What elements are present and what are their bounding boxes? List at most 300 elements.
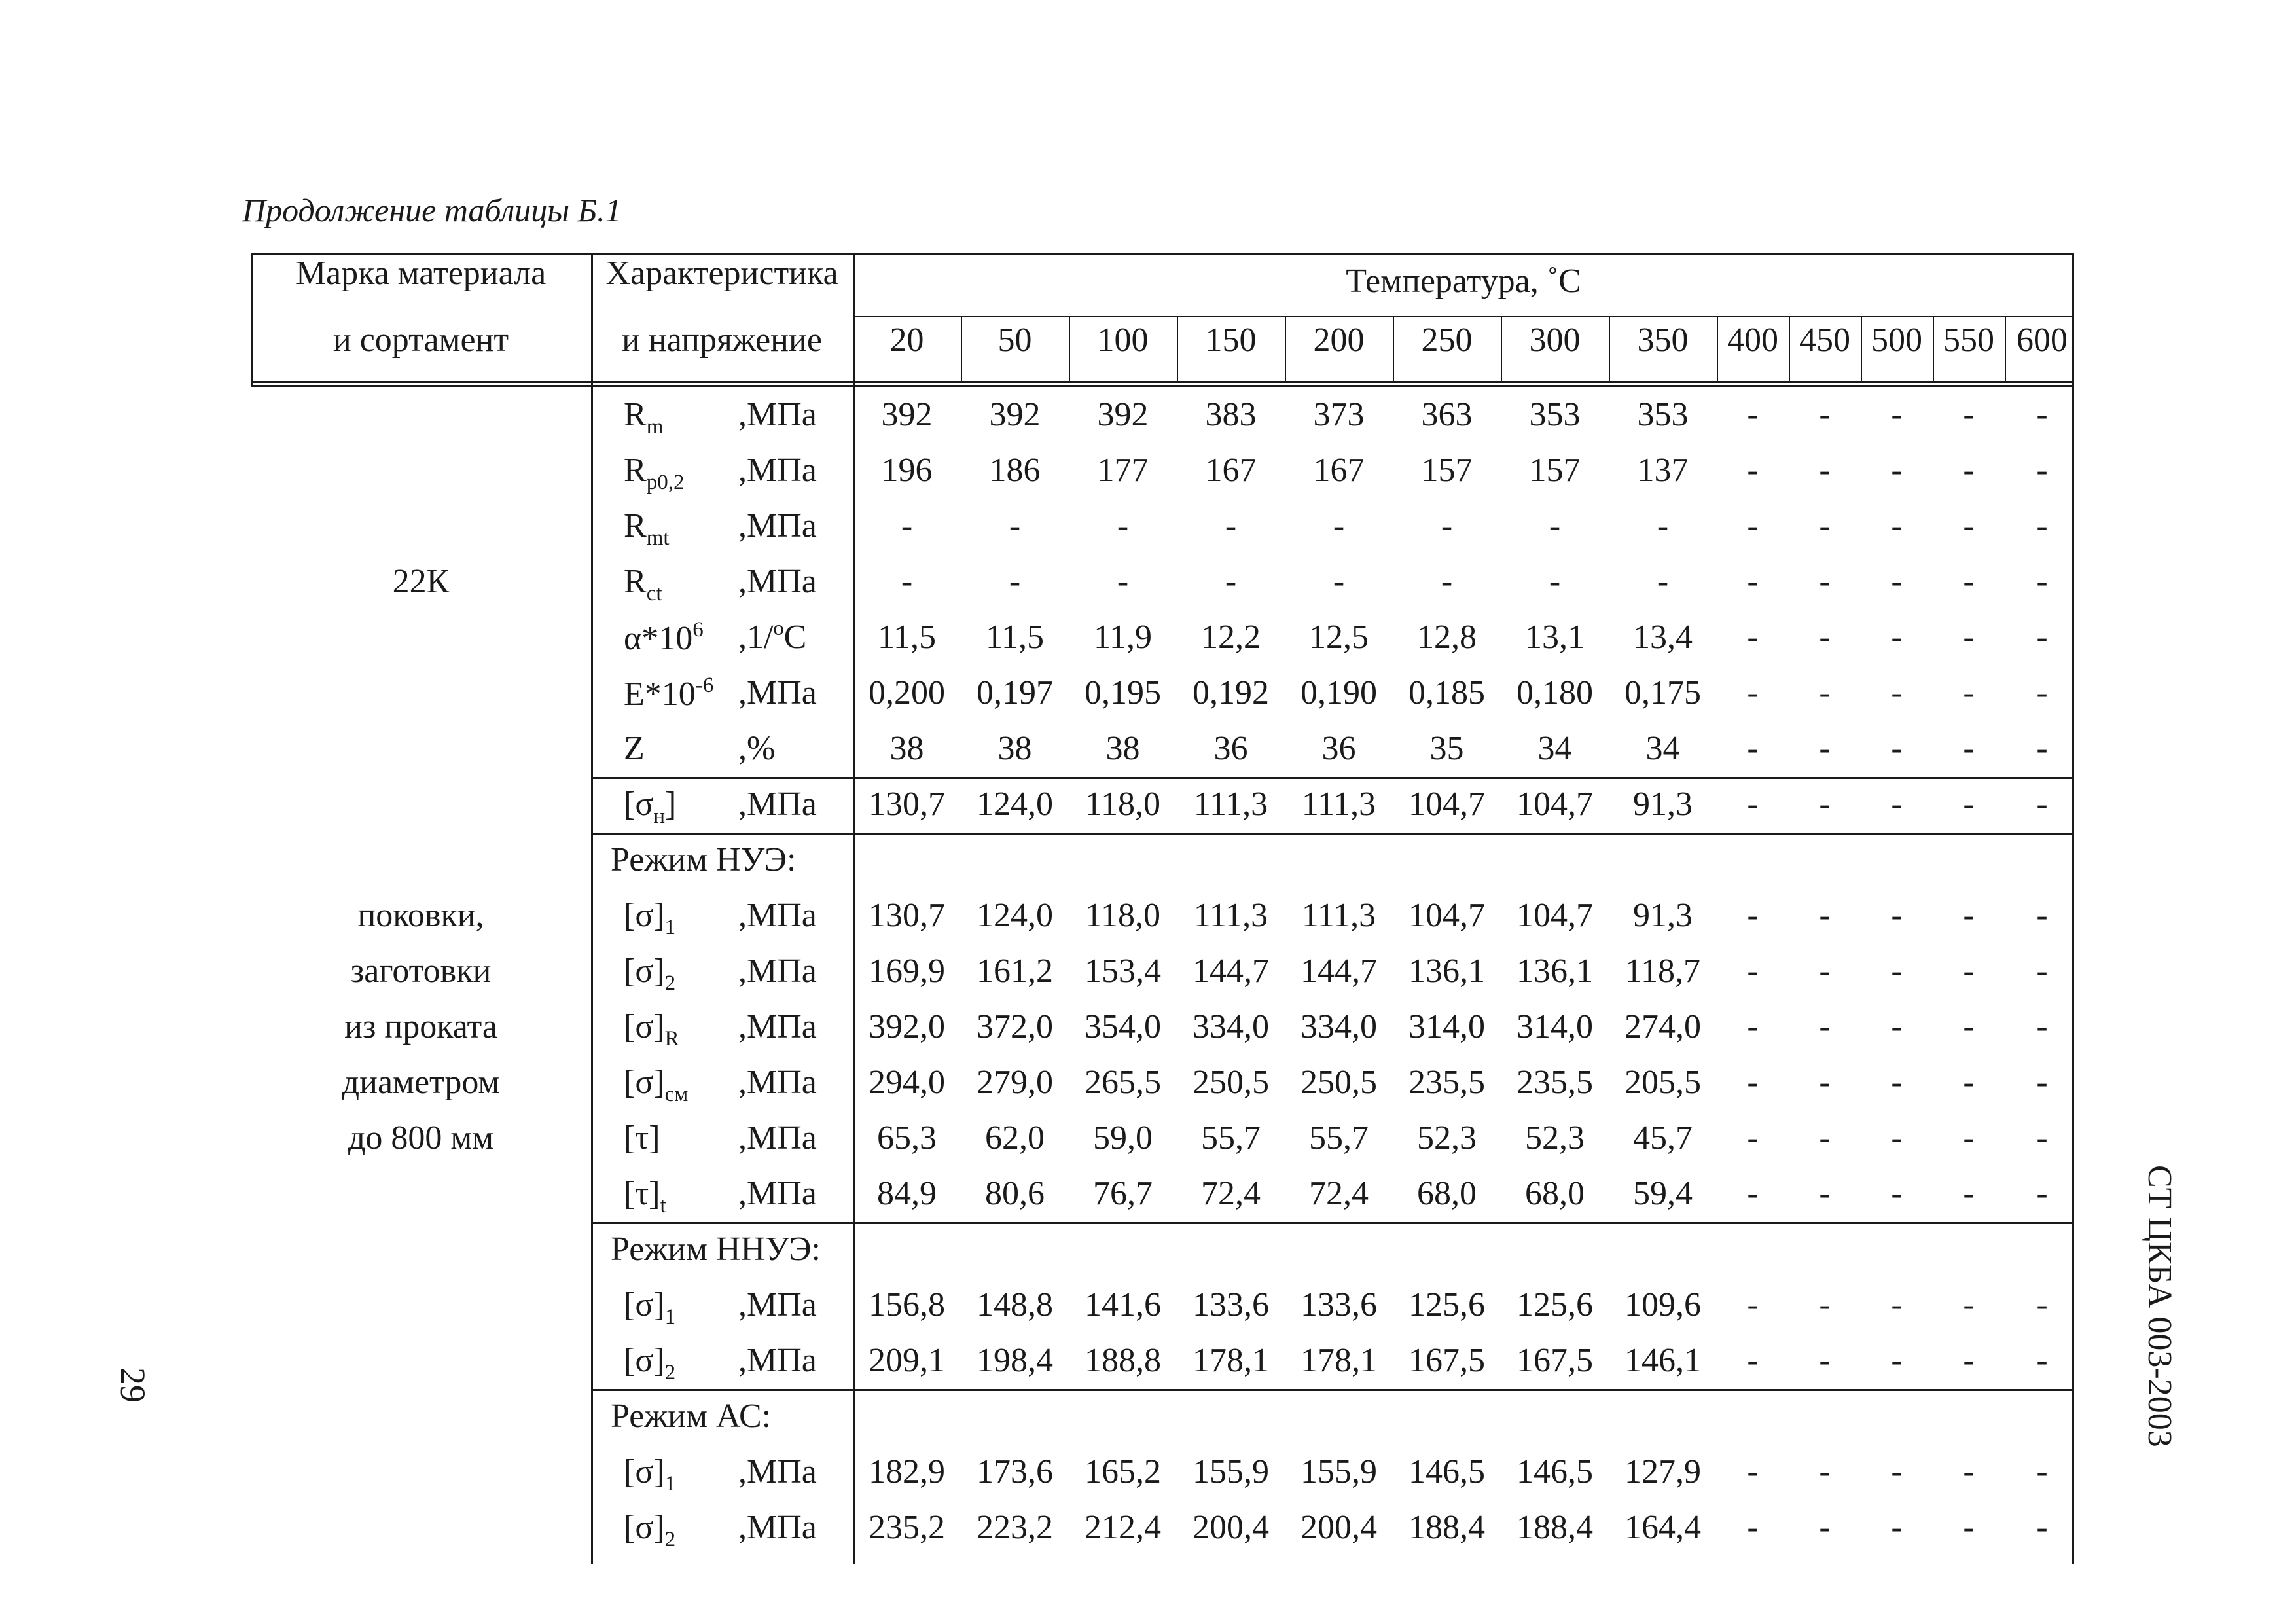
group-separator-line <box>591 833 2074 835</box>
table-cell-value: 178,1 <box>1300 1342 1377 1379</box>
table-cell-value: - <box>1009 563 1021 600</box>
table-cell-value: - <box>1963 730 1975 767</box>
characteristic-symbol: $\alpha*10^6$ <box>624 618 704 657</box>
table-cell-value: 186 <box>989 452 1041 489</box>
table-cell-value: 392 <box>1097 396 1149 433</box>
characteristic-symbol: $R_{ct}$ <box>624 563 662 605</box>
table-cell-value: - <box>1549 507 1561 545</box>
mode-heading: Режим НУЭ: <box>611 841 797 878</box>
characteristic-symbol: $[\sigma]_R$ <box>624 1008 679 1051</box>
table-cell-value: 188,4 <box>1408 1509 1485 1546</box>
table-cell-value: 250,5 <box>1193 1064 1269 1101</box>
table-cell-value: 34 <box>1645 730 1680 767</box>
header-bottom-line <box>251 381 2074 383</box>
table-cell-value: 165,2 <box>1085 1453 1161 1490</box>
table-cell-value: - <box>1963 1286 1975 1324</box>
table-cell-value: - <box>1963 1453 1975 1490</box>
table-cell-value: 209,1 <box>869 1342 945 1379</box>
characteristic-unit: ,МПа <box>738 452 817 489</box>
table-cell-value: 274,0 <box>1624 1008 1701 1045</box>
table-cell-value: - <box>1747 1119 1759 1157</box>
table-cell-value: - <box>901 507 913 545</box>
group-separator-line <box>591 1222 2074 1224</box>
table-cell-value: 265,5 <box>1085 1064 1161 1101</box>
table-cell-value: - <box>2036 1509 2048 1546</box>
table-cell-value: - <box>1963 1175 1975 1212</box>
characteristic-symbol: $R_m$ <box>624 396 664 439</box>
properties-table <box>251 253 2074 1564</box>
table-cell-value: - <box>1891 507 1903 545</box>
table-cell-value: 198,4 <box>977 1342 1053 1379</box>
table-cell-value: - <box>1819 1175 1831 1212</box>
table-cell-value: 34 <box>1537 730 1572 767</box>
table-cell-value: - <box>1333 507 1345 545</box>
table-cell-value: 155,9 <box>1193 1453 1269 1490</box>
table-cell-value: - <box>1747 1175 1759 1212</box>
table-cell-value: - <box>1747 1453 1759 1490</box>
table-cell-value: 0,175 <box>1624 674 1701 712</box>
table-cell-value: - <box>1747 396 1759 433</box>
table-cell-value: - <box>2036 563 2048 600</box>
table-cell-value: - <box>1891 1175 1903 1212</box>
characteristic-unit: ,МПа <box>738 1119 817 1157</box>
characteristic-unit: ,МПа <box>738 1175 817 1212</box>
table-cell-value: 0,185 <box>1408 674 1485 712</box>
characteristic-symbol: $E*10^{-6}$ <box>624 674 714 713</box>
table-cell-value: 76,7 <box>1093 1175 1153 1212</box>
table-cell-value: 153,4 <box>1085 952 1161 990</box>
table-cell-value: 118,0 <box>1085 897 1161 934</box>
table-cell-value: 137 <box>1637 452 1689 489</box>
group-separator-line <box>591 777 2074 779</box>
table-cell-value: - <box>1891 897 1903 934</box>
table-cell-value: 363 <box>1421 396 1473 433</box>
characteristic-symbol: [τ] <box>624 1119 660 1157</box>
table-cell-value: - <box>1891 619 1903 656</box>
table-caption: Продолжение таблицы Б.1 <box>242 192 622 228</box>
table-cell-value: - <box>1963 1342 1975 1379</box>
table-cell-value: - <box>1747 785 1759 823</box>
column-divider-material <box>591 253 593 1564</box>
table-cell-value: 68,0 <box>1525 1175 1585 1212</box>
table-cell-value: - <box>2036 1342 2048 1379</box>
table-cell-value: - <box>1963 619 1975 656</box>
table-cell-value: 167 <box>1313 452 1365 489</box>
table-cell-value: - <box>1549 563 1561 600</box>
temperature-value: 250 <box>1421 321 1473 359</box>
table-cell-value: - <box>1819 674 1831 712</box>
table-cell-value: - <box>1747 897 1759 934</box>
characteristic-symbol: $R_{mt}$ <box>624 507 670 550</box>
table-cell-value: 12,2 <box>1201 619 1261 656</box>
table-cell-value: - <box>1963 785 1975 823</box>
table-cell-value: 130,7 <box>869 897 945 934</box>
table-cell-value: 182,9 <box>869 1453 945 1490</box>
characteristic-unit: ,МПа <box>738 897 817 934</box>
material-description-line: до 800 мм <box>348 1119 494 1157</box>
table-cell-value: 12,8 <box>1417 619 1477 656</box>
table-cell-value: 314,0 <box>1516 1008 1593 1045</box>
table-cell-value: 188,8 <box>1085 1342 1161 1379</box>
table-cell-value: 91,3 <box>1633 897 1693 934</box>
table-cell-value: 104,7 <box>1408 897 1485 934</box>
table-cell-value: 353 <box>1529 396 1581 433</box>
table-cell-value: 0,180 <box>1516 674 1593 712</box>
table-cell-value: - <box>1819 1509 1831 1546</box>
material-description-line: поковки, <box>357 897 484 934</box>
table-cell-value: - <box>1819 785 1831 823</box>
characteristic-unit: ,1/ºС <box>738 619 807 656</box>
characteristic-unit: ,МПа <box>738 1286 817 1324</box>
table-cell-value: 205,5 <box>1624 1064 1701 1101</box>
table-cell-value: - <box>1819 563 1831 600</box>
table-cell-value: - <box>1819 452 1831 489</box>
table-cell-value: 373 <box>1313 396 1365 433</box>
table-cell-value: - <box>1747 563 1759 600</box>
table-cell-value: - <box>2036 897 2048 934</box>
table-cell-value: 124,0 <box>977 785 1053 823</box>
table-cell-value: 111,3 <box>1193 897 1268 934</box>
table-cell-value: 45,7 <box>1633 1119 1693 1157</box>
characteristic-unit: ,МПа <box>738 1342 817 1379</box>
table-cell-value: 91,3 <box>1633 785 1693 823</box>
table-cell-value: - <box>2036 1119 2048 1157</box>
table-cell-value: - <box>2036 1286 2048 1324</box>
table-cell-value: 130,7 <box>869 785 945 823</box>
table-cell-value: - <box>1891 1064 1903 1101</box>
table-cell-value: - <box>1747 730 1759 767</box>
table-cell-value: 0,197 <box>977 674 1053 712</box>
table-cell-value: 212,4 <box>1085 1509 1161 1546</box>
table-cell-value: 127,9 <box>1624 1453 1701 1490</box>
table-cell-value: - <box>2036 952 2048 990</box>
characteristic-symbol: $[\sigma]_1$ <box>624 897 676 939</box>
table-cell-value: - <box>1963 674 1975 712</box>
table-cell-value: 12,5 <box>1309 619 1369 656</box>
table-cell-value: 144,7 <box>1300 952 1377 990</box>
table-cell-value: - <box>1747 1008 1759 1045</box>
table-cell-value: - <box>1891 1286 1903 1324</box>
table-cell-value: 36 <box>1213 730 1248 767</box>
table-cell-value: 104,7 <box>1516 897 1593 934</box>
temperature-value: 20 <box>889 321 924 359</box>
table-cell-value: 133,6 <box>1193 1286 1269 1324</box>
table-cell-value: 55,7 <box>1201 1119 1261 1157</box>
material-grade: 22К <box>392 563 450 600</box>
table-cell-value: 62,0 <box>985 1119 1045 1157</box>
table-cell-value: 223,2 <box>977 1509 1053 1546</box>
table-cell-value: - <box>1891 1119 1903 1157</box>
table-cell-value: 125,6 <box>1408 1286 1485 1324</box>
table-cell-value: - <box>1747 1509 1759 1546</box>
table-cell-value: - <box>1963 396 1975 433</box>
table-cell-value: - <box>1441 563 1453 600</box>
table-cell-value: 188,4 <box>1516 1509 1593 1546</box>
table-cell-value: - <box>2036 1453 2048 1490</box>
table-cell-value: 13,1 <box>1525 619 1585 656</box>
table-cell-value: 141,6 <box>1085 1286 1161 1324</box>
characteristic-unit: ,МПа <box>738 1064 817 1101</box>
table-cell-value: - <box>2036 785 2048 823</box>
table-cell-value: - <box>1657 563 1669 600</box>
characteristic-unit: ,МПа <box>738 1008 817 1045</box>
table-cell-value: - <box>1963 1064 1975 1101</box>
temperature-value: 400 <box>1727 321 1778 359</box>
table-cell-value: - <box>2036 396 2048 433</box>
table-cell-value: 167,5 <box>1516 1342 1593 1379</box>
table-cell-value: 155,9 <box>1300 1453 1377 1490</box>
table-cell-value: - <box>1819 619 1831 656</box>
table-cell-value: 136,1 <box>1516 952 1593 990</box>
table-cell-value: 111,3 <box>1301 785 1376 823</box>
table-cell-value: - <box>1333 563 1345 600</box>
table-cell-value: - <box>2036 674 2048 712</box>
table-cell-value: - <box>2036 730 2048 767</box>
material-description-line: диаметром <box>342 1064 500 1101</box>
characteristic-unit: ,МПа <box>738 785 817 823</box>
table-cell-value: - <box>1963 952 1975 990</box>
table-cell-value: - <box>1747 1342 1759 1379</box>
table-cell-value: 146,5 <box>1408 1453 1485 1490</box>
table-cell-value: 177 <box>1097 452 1149 489</box>
table-cell-value: - <box>1117 563 1129 600</box>
temperature-value: 150 <box>1205 321 1257 359</box>
table-cell-value: 104,7 <box>1516 785 1593 823</box>
table-cell-value: - <box>1891 730 1903 767</box>
characteristic-unit: ,МПа <box>738 1453 817 1490</box>
table-cell-value: - <box>1009 507 1021 545</box>
table-cell-value: 68,0 <box>1417 1175 1477 1212</box>
table-cell-value: 52,3 <box>1525 1119 1585 1157</box>
table-cell-value: - <box>1963 1509 1975 1546</box>
table-cell-value: - <box>1891 1453 1903 1490</box>
table-cell-value: 353 <box>1637 396 1689 433</box>
table-cell-value: 0,190 <box>1300 674 1377 712</box>
characteristic-unit: ,МПа <box>738 1509 817 1546</box>
table-cell-value: - <box>2036 452 2048 489</box>
characteristic-symbol: $[\sigma]_1$ <box>624 1453 676 1496</box>
temperature-value: 600 <box>2017 321 2068 359</box>
characteristic-symbol: $[\tau]_t$ <box>624 1175 666 1218</box>
table-cell-value: 55,7 <box>1309 1119 1369 1157</box>
table-cell-value: 136,1 <box>1408 952 1485 990</box>
header-material-label: Марка материала <box>295 255 547 292</box>
table-cell-value: - <box>1891 452 1903 489</box>
table-cell-value: - <box>1819 1453 1831 1490</box>
table-cell-value: 59,0 <box>1093 1119 1153 1157</box>
table-cell-value: - <box>1225 563 1237 600</box>
table-cell-value: - <box>1441 507 1453 545</box>
header-characteristic-label: Характеристика <box>605 255 838 292</box>
table-cell-value: - <box>1891 952 1903 990</box>
table-cell-value: 38 <box>997 730 1032 767</box>
table-cell-value: - <box>1891 1342 1903 1379</box>
table-cell-value: 146,1 <box>1624 1342 1701 1379</box>
table-cell-value: 109,6 <box>1624 1286 1701 1324</box>
table-cell-value: 35 <box>1429 730 1464 767</box>
table-cell-value: 354,0 <box>1085 1008 1161 1045</box>
group-separator-line <box>591 1389 2074 1391</box>
table-cell-value: - <box>1891 674 1903 712</box>
table-cell-value: - <box>1117 507 1129 545</box>
table-cell-value: - <box>1891 396 1903 433</box>
table-cell-value: 178,1 <box>1193 1342 1269 1379</box>
table-cell-value: - <box>2036 507 2048 545</box>
table-cell-value: 146,5 <box>1516 1453 1593 1490</box>
table-cell-value: 392 <box>881 396 933 433</box>
table-cell-value: 235,5 <box>1408 1064 1485 1101</box>
table-cell-value: - <box>2036 619 2048 656</box>
table-cell-value: - <box>1819 1119 1831 1157</box>
table-cell-value: - <box>1963 452 1975 489</box>
document-code: СТ ЦКБА 003-2003 <box>2141 1165 2178 1447</box>
table-cell-value: - <box>1747 952 1759 990</box>
table-cell-value: 157 <box>1529 452 1581 489</box>
mode-heading: Режим ННУЭ: <box>611 1231 821 1268</box>
characteristic-unit: ,МПа <box>738 563 817 600</box>
characteristic-symbol: $[\sigma]_2$ <box>624 1509 676 1551</box>
table-cell-value: 167,5 <box>1408 1342 1485 1379</box>
table-cell-value: 372,0 <box>977 1008 1053 1045</box>
characteristic-unit: ,% <box>738 730 776 767</box>
table-cell-value: - <box>2036 1175 2048 1212</box>
table-cell-value: - <box>1819 507 1831 545</box>
material-description-line: заготовки <box>350 952 492 990</box>
table-cell-value: - <box>1819 1008 1831 1045</box>
table-cell-value: - <box>1747 1064 1759 1101</box>
table-cell-value: - <box>1963 897 1975 934</box>
table-cell-value: - <box>1819 1286 1831 1324</box>
table-cell-value: 59,4 <box>1633 1175 1693 1212</box>
temperature-value: 50 <box>997 321 1032 359</box>
table-cell-value: - <box>1747 1286 1759 1324</box>
table-cell-value: 383 <box>1205 396 1257 433</box>
table-cell-value: - <box>2036 1008 2048 1045</box>
characteristic-symbol: $[\sigma]_1$ <box>624 1286 676 1329</box>
table-cell-value: 104,7 <box>1408 785 1485 823</box>
table-cell-value: 65,3 <box>877 1119 937 1157</box>
table-cell-value: 0,200 <box>869 674 945 712</box>
table-cell-value: - <box>1963 1008 1975 1045</box>
table-cell-value: - <box>1891 563 1903 600</box>
table-cell-value: - <box>1747 507 1759 545</box>
table-cell-value: 157 <box>1421 452 1473 489</box>
table-cell-value: 11,9 <box>1093 619 1153 656</box>
table-cell-value: 392,0 <box>869 1008 945 1045</box>
temperature-value: 350 <box>1637 321 1689 359</box>
temperature-value: 450 <box>1799 321 1850 359</box>
table-cell-value: 118,7 <box>1624 952 1701 990</box>
table-cell-value: 111,3 <box>1301 897 1376 934</box>
table-cell-value: - <box>1819 897 1831 934</box>
header-temperature-label: Температура, ˚С <box>1346 262 1581 300</box>
temperature-value: 500 <box>1871 321 1922 359</box>
table-cell-value: 133,6 <box>1300 1286 1377 1324</box>
material-description-line: из проката <box>344 1008 497 1045</box>
characteristic-unit: ,МПа <box>738 952 817 990</box>
table-cell-value: - <box>1891 1509 1903 1546</box>
table-cell-value: - <box>1819 1342 1831 1379</box>
table-cell-value: 72,4 <box>1309 1175 1369 1212</box>
characteristic-unit: ,МПа <box>738 507 817 545</box>
page-number: 29 <box>113 1367 152 1403</box>
table-cell-value: 294,0 <box>869 1064 945 1101</box>
table-cell-value: - <box>1819 952 1831 990</box>
characteristic-symbol: $[\sigma]_2$ <box>624 952 676 995</box>
table-cell-value: 72,4 <box>1201 1175 1261 1212</box>
table-cell-value: - <box>1819 730 1831 767</box>
table-cell-value: 0,192 <box>1193 674 1269 712</box>
temperature-value: 100 <box>1097 321 1149 359</box>
table-cell-value: 52,3 <box>1417 1119 1477 1157</box>
table-cell-value: - <box>1747 619 1759 656</box>
table-cell-value: 164,4 <box>1624 1509 1701 1546</box>
table-cell-value: 279,0 <box>977 1064 1053 1101</box>
table-cell-value: - <box>1963 1119 1975 1157</box>
temperature-value: 300 <box>1529 321 1581 359</box>
characteristic-symbol: $R_{p0,2}$ <box>624 452 685 494</box>
header-material-label: и сортамент <box>332 321 509 359</box>
table-cell-value: 200,4 <box>1193 1509 1269 1546</box>
table-cell-value: - <box>1891 785 1903 823</box>
table-cell-value: - <box>1963 507 1975 545</box>
table-cell-value: 11,5 <box>985 619 1045 656</box>
table-cell-value: - <box>1819 396 1831 433</box>
table-cell-value: 118,0 <box>1085 785 1161 823</box>
table-cell-value: 84,9 <box>877 1175 937 1212</box>
characteristic-unit: ,МПа <box>738 674 817 712</box>
table-cell-value: 392 <box>989 396 1041 433</box>
table-cell-value: 173,6 <box>977 1453 1053 1490</box>
table-cell-value: 13,4 <box>1633 619 1693 656</box>
table-cell-value: - <box>1747 674 1759 712</box>
characteristic-unit: ,МПа <box>738 396 817 433</box>
table-cell-value: 148,8 <box>977 1286 1053 1324</box>
table-cell-value: - <box>1657 507 1669 545</box>
temperature-value: 550 <box>1943 321 1994 359</box>
table-cell-value: 125,6 <box>1516 1286 1593 1324</box>
mode-heading: Режим АС: <box>611 1398 772 1435</box>
table-cell-value: 314,0 <box>1408 1008 1485 1045</box>
table-cell-value: 196 <box>881 452 933 489</box>
table-cell-value: 0,195 <box>1085 674 1161 712</box>
table-cell-value: 144,7 <box>1193 952 1269 990</box>
table-cell-value: 334,0 <box>1300 1008 1377 1045</box>
table-cell-value: 11,5 <box>877 619 937 656</box>
table-cell-value: 334,0 <box>1193 1008 1269 1045</box>
table-cell-value: 161,2 <box>977 952 1053 990</box>
table-cell-value: 167 <box>1205 452 1257 489</box>
table-cell-value: - <box>1891 1008 1903 1045</box>
characteristic-symbol: $[\sigma_н]$ <box>624 785 677 828</box>
table-cell-value: 169,9 <box>869 952 945 990</box>
table-cell-value: - <box>1747 452 1759 489</box>
table-cell-value: 38 <box>1105 730 1140 767</box>
table-cell-value: 80,6 <box>985 1175 1045 1212</box>
header-bottom-double-line <box>251 385 2074 387</box>
table-cell-value: 111,3 <box>1193 785 1268 823</box>
characteristic-symbol: Z <box>624 730 645 767</box>
table-cell-value: - <box>901 563 913 600</box>
table-cell-value: 156,8 <box>869 1286 945 1324</box>
table-cell-value: - <box>1963 563 1975 600</box>
table-cell-value: 235,2 <box>869 1509 945 1546</box>
table-cell-value: 250,5 <box>1300 1064 1377 1101</box>
temperature-subheader-line <box>853 316 2074 317</box>
table-cell-value: - <box>2036 1064 2048 1101</box>
table-cell-value: 38 <box>889 730 924 767</box>
table-cell-value: - <box>1225 507 1237 545</box>
